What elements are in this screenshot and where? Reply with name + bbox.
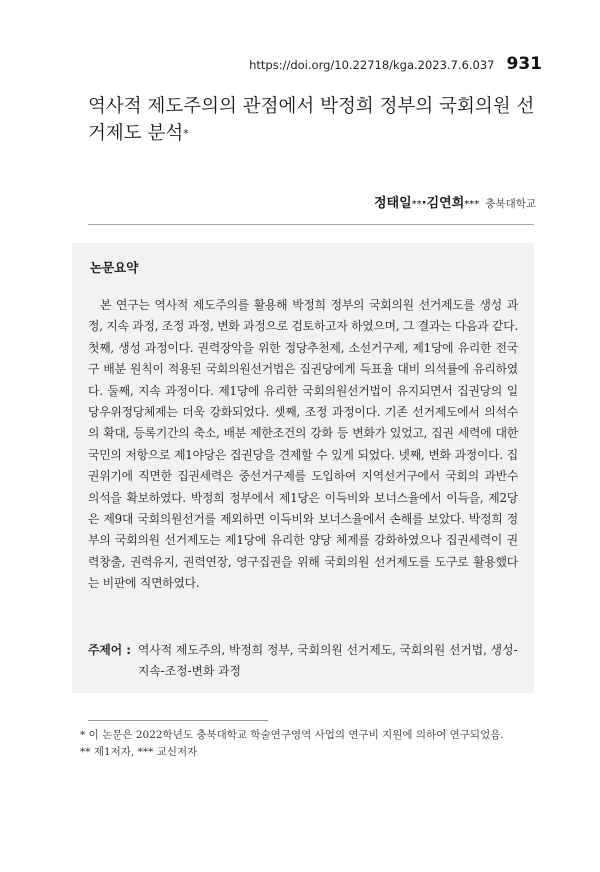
abstract-heading: 논문요약 [90, 260, 139, 275]
paper-title [88, 93, 538, 147]
author-2-marker: *** [464, 199, 480, 210]
author-2: 김연희 [426, 196, 465, 211]
doi-link[interactable]: https://doi.org/10.22718/kga.2023.7.6.037 [249, 58, 495, 72]
footnote-divider [88, 720, 268, 721]
abstract-body: 본 연구는 역사적 제도주의를 활용해 박정희 정부의 국회의원 선거제도를 생성 과정, 지속 과정, 조정 과정, 변화 과정으로 검토하고자 하였으며, 그 결과는 다음과 같다. 첫째, 생성 과정이다. 권력장악을 위한 정당추천제, 소선거구제, 제1당에 유리한 전국구 배분 원칙이 적용된 국회의원선거법은 집권당에게 득표율 대비 의석률에 유리하였다. 둘째, 지속 과정이다. 제1당에 유리한 국회의원선거법이 유지되면서 집권당의 일당우위정당체제는 더욱 강화되었다. 셋째, 조정 과정이다. 기존 선거제도에서 의석수의 확대, 등록기간의 축소, 배분 제한조건의 강화 등 변화가 있었고, 집권 세력에 대한 국민의 저항으로 제1야당은 집권당을 견제할 수 있게 되었다. 넷째, 변화 과정이다. 집권위기에 직면한 집권세력은 중선거구제를 도입하여 지역선거구에서 국회의 과반수 의석을 확보하였다. 박정희 정부에서 제1당은 이득비와 보너스율에서 이득을, 제2당은 제9대 국회의원선거를 제외하면 이득비와 보너스율에서 손해를 보았다. 박정희 정부의 국회의원 선거제도는 제1당에 유리한 양당 체제를 강화하였으나 집권세력이 권력창출, 권력유지, 권력연장, 영구집권을 위해 국회의원 선거제도를 도구로 활용했다는 비판에 직면하였다. [88, 298, 518, 591]
footnote-authors: ** 제1저자, *** 교신저자 [80, 746, 198, 758]
keywords [88, 640, 518, 682]
keywords-label: 주제어 : [88, 643, 132, 657]
page-header [249, 54, 542, 74]
author-separator: · [421, 196, 427, 211]
title-divider [88, 224, 534, 225]
affiliation: 충북대학교 [485, 198, 536, 210]
title-footnote-marker: * [183, 127, 189, 140]
author-1: 정태일 [373, 196, 412, 211]
paper-title-text: 역사적 제도주의의 관점에서 박정희 정부의 국회의원 선거제도 분석 [88, 96, 535, 144]
author-1-marker: ** [411, 199, 422, 210]
author-names [374, 192, 479, 211]
footnote-funding: * 이 논문은 2022학년도 충북대학교 학술연구영역 사업의 연구비 지원에 의하여 연구되었음. [80, 729, 504, 741]
keywords-text: 역사적 제도주의, 박정희 정부, 국회의원 선거제도, 국회의원 선거법, 생성-지속-조정-변화 과정 [138, 643, 518, 678]
author-line [374, 192, 536, 211]
page-number: 931 [506, 54, 542, 74]
footnotes [80, 727, 530, 761]
